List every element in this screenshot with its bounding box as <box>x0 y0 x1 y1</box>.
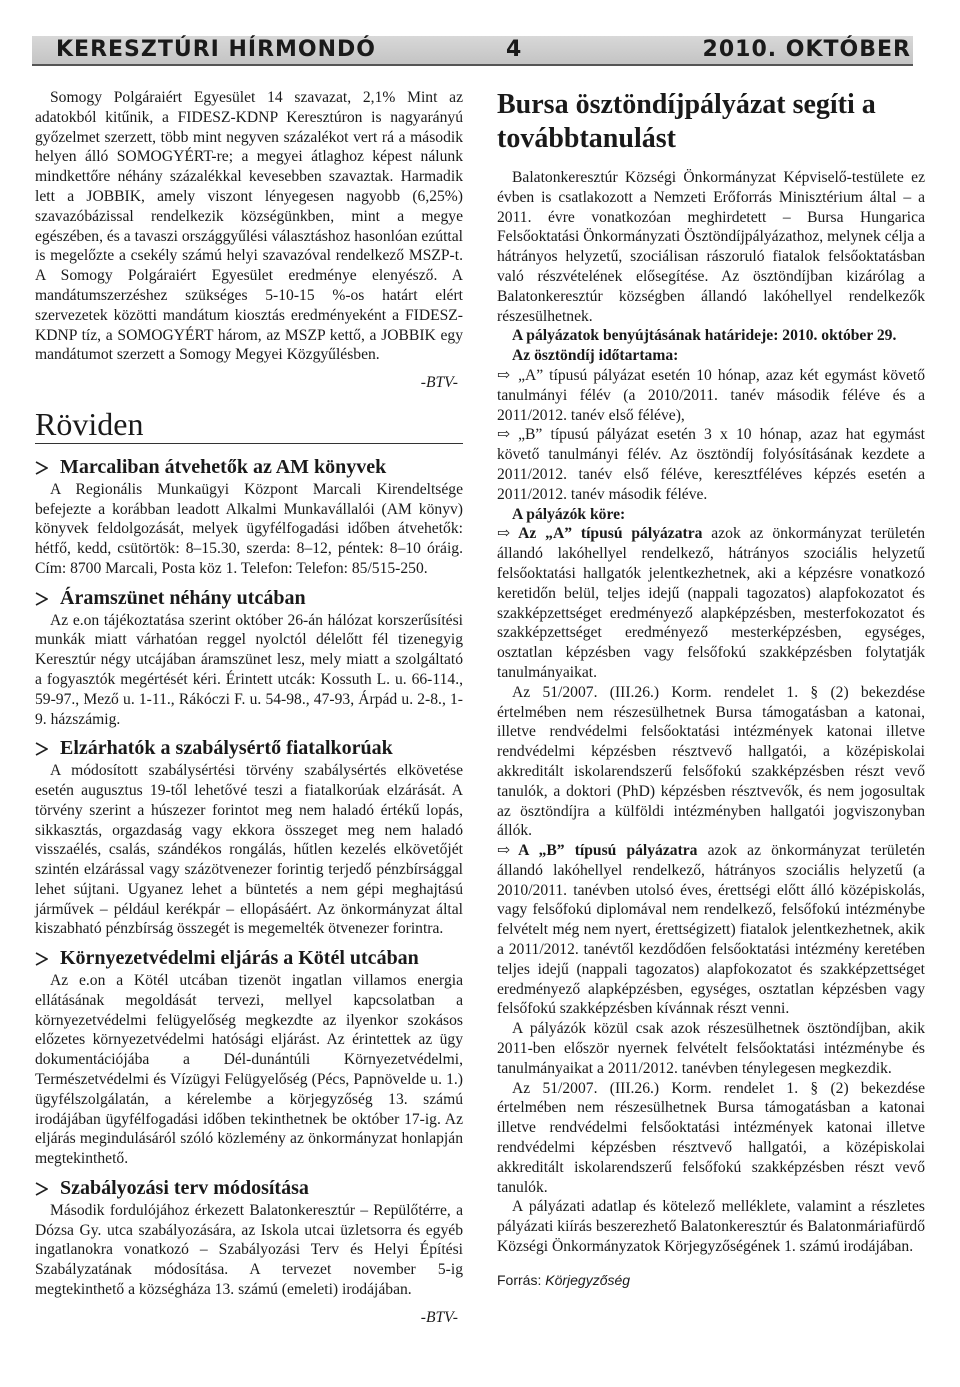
author-signature: -BTV- <box>420 374 458 392</box>
forms-availability: A pályázati adatlap és kötelező melléklete, valamint a részletes pályázati kiírás beszerezhető Balatonkeresztúr és Balatonmáriafürdő Községi Önkormányzatok Körjegyzőségének 1. számú irodájában. <box>497 1198 925 1256</box>
masthead-title: KERESZTÚRI HÍRMONDÓ <box>56 37 377 62</box>
news-brief-5 <box>35 1179 463 1300</box>
left-column <box>35 88 463 1328</box>
brief-body: A Regionális Munkaügyi Központ Marcali Kirendeltsége befejezte a korábban leadott Alkalmi Munkavállalói (AM könyv) könyvek feldolgozását, melyek ügyfélfogadási időben átvehetők: hétfő, kedd, csütörtök: 8–15.30, szerda: 8–12, péntek: 8–10 óráig. Cím: 8700 Marcali, Posta köz 1. Telefon: Telefon: 85/515-250. <box>35 480 463 577</box>
article-title: Bursa ösztöndíjpályázat segíti a továbbtanulást <box>497 89 876 154</box>
duration-type-a: ⇨ „A” típusú pályázat esetén 10 hónap, azaz két egymást követő tanulmányi félév (a 2010/2011. tanév második féléve és a 2011/2012. tanév első féléve), <box>497 366 925 424</box>
news-brief-3 <box>35 739 463 939</box>
brief-body: Az e.on tájékoztatása szerint október 26-án hálózat korszerűsítési munkák miatt várhatóan reggel nyolctól délelőtt fél tizenegyig Keresztúr négy utcájában áramszünet lesz, mely miatt a szolgáltató a fogyasztók megértését kéri. Érintett utcák: Kossuth L. u. 66-114., 59-97., Mező u. 1-11., Rákóczi F. u. 54-98., 47-93, Árpád u. 2-8., 1-9. házszámig. <box>35 611 463 728</box>
regulation-note-1: Az 51/2007. (III.26.) Korm. rendelet 1. § (2) bekezdése értelmében nem részesülhetnek Bursa támogatásban a katonai, illetve rendvédelmi felsőoktatási intézmények katonai illetve rendvédelmi képzésben résztvevő hallgatói, a középiskolai akkreditált iskolarendszerű felsőfokú szakképzésben részt vevő tanulók, a doktori (PhD) képzésben résztvevők, és nem jogosultak az ösztöndíjra a külföldi intézményben hallgatói jogviszonyban állók. <box>497 683 925 840</box>
news-brief-4 <box>35 949 463 1169</box>
election-results-text: Somogy Polgáraiért Egyesület 14 szavazat, 2,1% Mint az adatokból kitűnik, a FIDESZ-KDNP Keresztúron is nagyarányú győzelmet szerzett, több mint negyven százalékot vert rá a második helyen álló SOMOGYÉRT-re; a megyei átlaghoz képest nálunk mindkettőre néhány százalékkal kevesebben szavaztak. Harmadik lett a JOBBIK, amely viszont lényegesen nagyobb (6,25%) szavazóbázissal rendelkezik községünkben, mint a megye egészében, és a tavaszi országgyűlési választáshoz hasonlóan ezúttal is megelőzte a csekély számú helyi szavazóval rendelkező MSZP-t. A Somogy Polgáraiért Egyesület eredménye elenyésző. A mandátumszerzéshez szükséges 5-10-15 %-os határt elért szervezetek közötti mandátum kiosztás eredményeként a FIDESZ-KDNP tíz, a SOMOGYÉRT három, az MSZP kettő, a JOBBIK egy mandátumot szerzett a Somogy Megyei Közgyűlésben. <box>35 89 463 364</box>
bullet-arrow-icon <box>35 952 48 966</box>
author-signature: -BTV- <box>420 1308 458 1326</box>
award-condition: A pályázók közül csak azok részesülhetnek ösztöndíjban, akik 2011-ben először nyernek felvételt felsőoktatási intézménybe és tanulmányaikat a 2011/2012. tanévben ténylegesen megkezdik. <box>497 1020 925 1077</box>
right-column <box>497 88 925 1291</box>
arrow-right-icon: ⇨ <box>497 525 511 543</box>
type-b-eligibility: ⇨ A „B” típusú pályázatra azok az önkormányzat területén állandó lakóhellyel rendelkező, hátrányos szociális helyzetű (a 2010/2011. tanévben utolsó éves, érettségi előtt álló középiskolás, vagy felsőfokú diplomával nem rendelkező, felsőfokú intézménybe felvételt még nem nyert, érettségizett) fiatalok jelentkezhetnek, akik a 2011/2012. tanévtől kezdődően felsőoktatási intézmény keretében teljes idejű (nappali tagozatos) alapfokozatot és szakképzettséget eredményező alapképzésben, egységes, osztatlan képzésben vagy felsőfokú szakképzésben kívánnak részt venni. <box>497 842 925 1018</box>
deadline-line: A pályázatok benyújtásának határideje: 2010. október 29. <box>512 327 897 345</box>
masthead-bar <box>32 36 913 66</box>
brief-title: Marcaliban átvehetők az AM könyvek <box>60 455 387 478</box>
brief-body: Az e.on a Kötél utcában tizenöt ingatlan villamos energia ellátásának megoldását tervezi, mellyel kapcsolatban a környezetvédelmi felügyelőség megkezdte az ilyenkor szokásos előzetes környezetvédelmi hatósági eljárást. Az érintettek az ügy dokumentációjába a Dél-dunántúli Környezetvédelmi, Természetvédelmi és Vízügyi Felügyelőség (Pécs, Papnövelde u. 1.) ügyfélszolgálatán, a kérelembe a körjegyzőség 13. számú irodájában ügyfélfogadási időben tekinthetnek be október 17-ig. Az eljárás megindulásáról szóló közlemény az önkormányzat honlapján megtekinthető. <box>35 972 463 1168</box>
bullet-arrow-icon <box>35 742 48 756</box>
brief-body: Második fordulójához érkezett Balatonkeresztúr – Repülőtérre, a Dózsa Gy. utca szabályozására, az Iskola utcai üzletsorra és egyéb ingatlanokra vonatkozó – Szabályozási Terv és Helyi Építési Szabályzatának módosítása. A tervezet november 5-ig megtekinthető a községháza 13. számú (emeleti) irodájában. <box>35 1201 463 1299</box>
duration-heading: Az ösztöndíj időtartama: <box>512 347 679 365</box>
brief-title: Szabályozási terv módosítása <box>60 1177 309 1200</box>
bullet-arrow-icon <box>35 1182 48 1196</box>
news-brief-1 <box>35 455 463 579</box>
regulation-note-2: Az 51/2007. (III.26.) Korm. rendelet 1. § (2) bekezdése értelmében nem részesülhetnek Bursa támogatásban a katonai illetve rendvédelmi felsőoktatási intézmények katonai illetve rendvédelmi képzésben résztvevő hallgatói, a középiskolai akkreditált iskolarendszerű felsőfokú szakképzésben részt vevő tanulók. <box>497 1079 925 1196</box>
brief-title: Környezetvédelmi eljárás a Kötél utcában <box>60 947 419 970</box>
bullet-arrow-icon <box>35 592 48 606</box>
brief-title: Elzárhatók a szabálysértő fiatalkorúak <box>60 737 393 760</box>
issue-date: 2010. OKTÓBER <box>702 37 911 62</box>
news-brief-2 <box>35 586 463 730</box>
arrow-right-icon: ⇨ <box>497 842 511 860</box>
source-line: Forrás: Körjegyzőség <box>497 1271 631 1288</box>
section-divider <box>35 443 463 444</box>
page-number: 4 <box>506 37 522 62</box>
arrow-right-icon: ⇨ <box>497 426 511 444</box>
eligibility-heading: A pályázók köre: <box>512 505 626 523</box>
section-title-roviden: Röviden <box>35 405 144 442</box>
arrow-right-icon: ⇨ <box>497 366 511 384</box>
article-intro: Balatonkeresztúr Községi Önkormányzat Képviselő-testülete ez évben is csatlakozott a Nemzeti Erőforrás Minisztérium által – a 2011. évre vonatkozóan meghirdetett – Bursa Hungarica Felsőoktatási Önkormányzati Ösztöndíjpályázathoz, melynek célja a hátrányos helyzetű, szociálisan rászoruló fiatalok felsőoktatásban való részvételének elősegítése. Az ösztöndíjban kizárólag a Balatonkeresztúr községben állandó lakóhellyel rendelkezők részesülhetnek. <box>497 169 925 325</box>
bullet-arrow-icon <box>35 461 48 475</box>
type-a-eligibility: ⇨ Az „A” típusú pályázatra azok az önkormányzat területén állandó lakóhellyel rendelkező, hátrányos szociális helyzetű felsőoktatási hallgatók jelentkezhetnek, aki a képzésre vonatkozó keretidőn belül, teljes idejű (nappali tagozatos) alapfokozatot és szakképzettséget eredményező alapképzésben, mesterfokozatot és szakképzettséget eredményező mesterképzésben, egységes, osztatlan képzésben vagy felsőfokú szakképzésben folytatják tanulmányaikat. <box>497 525 925 681</box>
brief-body: A módosított szabálysértési törvény szabálysértés elkövetése esetén augusztus 19-től lehetővé teszi a fiatalkorúak elzárását. A törvény szerint a húszezer forintot meg nem haladó értékű lopás, sikkasztás, orgazdaság vagy ekkora összeget meg nem haladó visszaélés, csalás, szándékos rongálás, hűtlen kezelés elkövetőjét szintén elzárással vagy százötvenezer forintig terjedő pénzbírsággal lehet sújtani. Ugyanez lehet a büntetés a nem gépi meghajtású járművek – például kerékpár – ellopásáért. Az önkormányzat által kiszabható pénzbírság összegét is megemelték ötvenezer forintra. <box>35 762 463 938</box>
duration-type-b: ⇨ „B” típusú pályázat esetén 3 x 10 hónap, azaz hat egymást követő tanulmányi félév. Az ösztöndíj folyósításának kezdete a 2011/2012. tanév első féléve, keresztféléves képzés esetén a 2011/2012. tanév második féléve. <box>497 426 925 503</box>
brief-title: Áramszünet néhány utcában <box>60 586 306 609</box>
